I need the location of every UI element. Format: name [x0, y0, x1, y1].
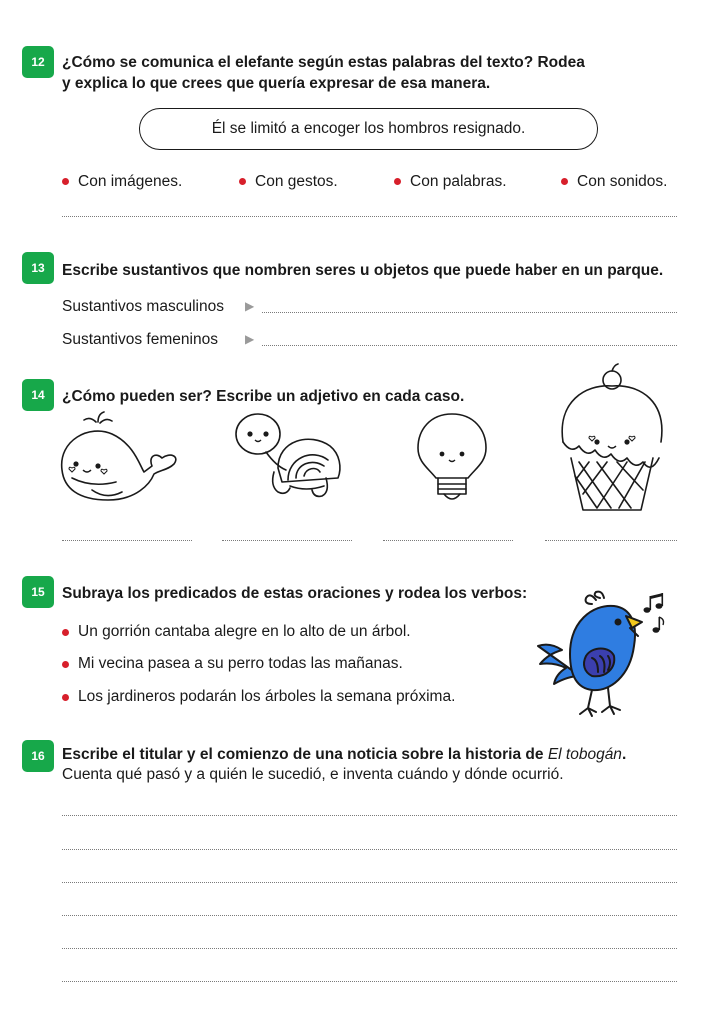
bullet-icon [239, 178, 246, 185]
question-15-text: Subraya los predicados de estas oraciones y rodea los verbos: [62, 585, 528, 602]
question-16-instructions: Cuenta qué pasó y a quién le sucedió, e inventa cuándo y dónde ocurrió. [62, 766, 564, 783]
option-gestures[interactable]: Con gestos. [255, 173, 338, 190]
sentence-1[interactable]: Un gorrión cantaba alegre en lo alto de un árbol. [78, 623, 411, 640]
question-13-text: Escribe sustantivos que nombren seres u objetos que puede haber en un parque. [62, 262, 664, 279]
feminine-nouns-line[interactable] [262, 345, 677, 346]
option-words[interactable]: Con palabras. [410, 173, 507, 190]
story-title: El tobogán [547, 746, 622, 763]
question-14-text: ¿Cómo pueden ser? Escribe un adjetivo en cada caso. [62, 388, 465, 405]
option-sounds[interactable]: Con sonidos. [577, 173, 668, 190]
masculine-nouns-label: Sustantivos masculinos [62, 298, 224, 315]
bullet-icon [561, 178, 568, 185]
adjective-line-lightbulb[interactable] [383, 540, 513, 541]
bullet-icon [394, 178, 401, 185]
quote-box [139, 108, 598, 150]
writing-line-3[interactable] [62, 882, 677, 883]
lightbulb-icon [412, 410, 492, 510]
question-16-text [62, 744, 692, 765]
option-images[interactable]: Con imágenes. [78, 173, 183, 190]
masculine-nouns-line[interactable] [262, 312, 677, 313]
bullet-icon [62, 694, 69, 701]
sentence-3[interactable]: Los jardineros podarán los árboles la semana próxima. [78, 688, 456, 705]
question-number-badge: 13 [22, 252, 54, 284]
question-number-badge: 15 [22, 576, 54, 608]
writing-line-5[interactable] [62, 948, 677, 949]
question-number-badge: 12 [22, 46, 54, 78]
quote-text: Él se limitó a encoger los hombros resignado. [211, 120, 526, 137]
bullet-icon [62, 661, 69, 668]
adjective-line-whale[interactable] [62, 540, 192, 541]
answer-line[interactable] [62, 216, 677, 217]
writing-line-1[interactable] [62, 815, 677, 816]
ice-cream-icon [555, 362, 670, 514]
writing-line-4[interactable] [62, 915, 677, 916]
adjective-line-turtle[interactable] [222, 540, 352, 541]
bullet-icon [62, 629, 69, 636]
bullet-icon [62, 178, 69, 185]
feminine-nouns-label: Sustantivos femeninos [62, 331, 218, 348]
arrow-right-icon: ▶ [245, 332, 255, 346]
bird-icon [530, 592, 670, 720]
turtle-icon [230, 410, 350, 508]
question-number-badge: 16 [22, 740, 54, 772]
question-12-line2: y explica lo que crees que quería expresar de esa manera. [62, 75, 491, 92]
question-number-badge: 14 [22, 379, 54, 411]
adjective-line-ice-cream[interactable] [545, 540, 677, 541]
question-16-prefix: Escribe el titular y el comienzo de una noticia sobre la historia de [62, 746, 548, 763]
question-16-suffix: . [621, 746, 627, 763]
whale-icon [52, 408, 182, 513]
question-12-line1: ¿Cómo se comunica el elefante según estas palabras del texto? Rodea [62, 54, 585, 71]
arrow-right-icon: ▶ [245, 299, 255, 313]
writing-line-6[interactable] [62, 981, 677, 982]
question-12-text [62, 52, 682, 94]
writing-line-2[interactable] [62, 849, 677, 850]
sentence-2[interactable]: Mi vecina pasea a su perro todas las mañanas. [78, 655, 403, 672]
